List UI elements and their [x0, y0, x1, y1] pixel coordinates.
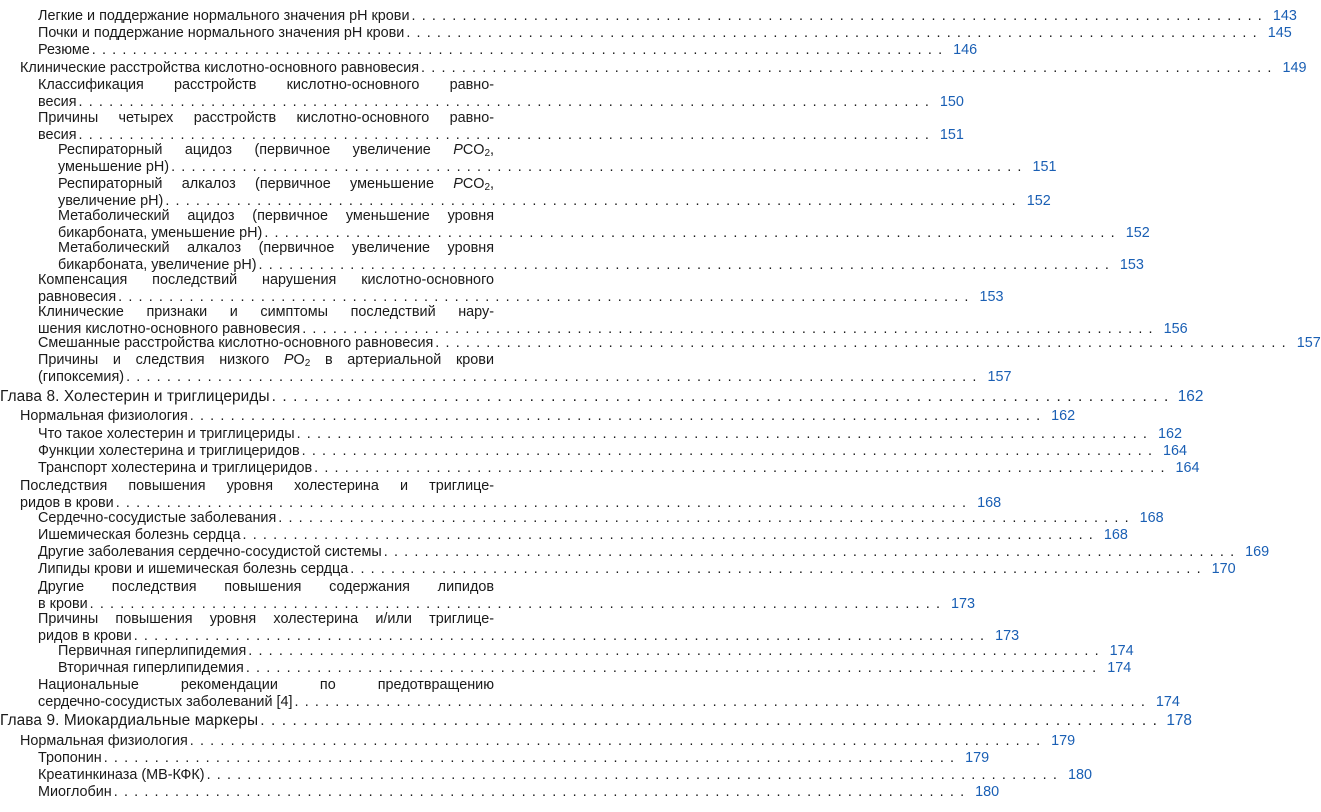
dot-leader: [169, 159, 1024, 176]
toc-page-number[interactable]: 174: [1107, 660, 1132, 676]
toc-entry-title: Транспорт холестерина и триглицеридов: [38, 460, 313, 476]
toc-entry-title: Смешанные расстройства кислотно-основного равновесия: [38, 335, 434, 351]
toc-entry-line: [38, 93, 964, 111]
toc-entry-title: Глава 9. Миокардиальные маркеры: [0, 712, 259, 729]
toc-entry-title: (гипоксемия): [38, 368, 125, 385]
toc-page-number[interactable]: 152: [1125, 224, 1150, 241]
toc-entry-line: [38, 443, 1188, 460]
dot-leader: [257, 257, 1112, 274]
toc-entry-title: Клинические расстройства кислотно-основного равновесия: [20, 60, 420, 76]
toc-page-number[interactable]: 162: [1177, 388, 1204, 405]
toc-entry-line: [58, 660, 1132, 677]
toc-page-number[interactable]: 170: [1211, 561, 1236, 577]
toc-entry-title: Почки и поддержание нормального значения pH крови: [38, 25, 405, 41]
toc-entry-line: Причины и следствия низкого $PO_2$ в артериальной крови: [38, 352, 494, 369]
toc-entry-line: [58, 192, 1051, 210]
toc-entry-title: Что такое холестерин и триглицериды: [38, 426, 295, 442]
toc-page-number[interactable]: 156: [1163, 320, 1188, 337]
dot-leader: [295, 426, 1150, 443]
toc-entry-title: увеличение pH): [58, 192, 164, 209]
toc-entry-title: Миоглобин: [38, 784, 112, 800]
toc-entry-title: шения кислотно-основного равновесия: [38, 320, 301, 337]
toc-entry-title: сердечно-сосудистых заболеваний [4]: [38, 693, 293, 710]
dot-leader: [124, 369, 979, 386]
toc-page-number[interactable]: 153: [979, 288, 1004, 305]
dot-leader: [77, 127, 932, 144]
dot-leader: [102, 750, 957, 767]
toc-entry-title: Ишемическая болезнь сердца: [38, 527, 241, 543]
toc-entry-line: Клинические признаки и симптомы последствий нару-: [38, 304, 494, 320]
toc-entry-title: Вторичная гиперлипидемия: [58, 660, 244, 676]
toc-entry-line: [38, 784, 1000, 801]
toc-page-number[interactable]: 157: [1296, 335, 1321, 351]
toc-entry-line: [38, 126, 964, 144]
dot-leader: [258, 713, 1160, 730]
dot-leader: [404, 25, 1259, 42]
toc-entry-line: Классификация расстройств кислотно-основного равно-: [38, 77, 494, 93]
dot-leader: [382, 544, 1237, 561]
toc-entry-line: Национальные рекомендации по предотвращению: [38, 677, 494, 693]
dot-leader: [276, 510, 1131, 527]
toc-entry-line: [20, 408, 1076, 425]
dot-leader: [244, 660, 1099, 677]
toc-entry-line: [38, 693, 1180, 711]
toc-entry-line: [20, 733, 1076, 750]
toc-entry-title: Тропонин: [38, 750, 102, 766]
dot-leader: [300, 443, 1155, 460]
dot-leader: [163, 193, 1018, 210]
toc-entry-line: Причины четырех расстройств кислотно-основного равно-: [38, 110, 494, 126]
dot-leader: [312, 460, 1167, 477]
toc-entry-line: Последствия повышения уровня холестерина и триглице-: [20, 478, 494, 494]
toc-page-number[interactable]: 168: [1139, 510, 1164, 526]
toc-entry-line: [38, 8, 1297, 25]
toc-page-number[interactable]: 151: [939, 126, 964, 143]
toc-page-number[interactable]: 179: [965, 750, 990, 766]
toc-entry-title: Функции холестерина и триглицеридов: [38, 443, 300, 459]
dot-leader: [270, 389, 1172, 406]
toc-entry-title: Другие заболевания сердечно-сосудистой системы: [38, 544, 382, 560]
dot-leader: [132, 628, 987, 645]
toc-page-number[interactable]: 178: [1166, 712, 1192, 729]
dot-leader: [419, 60, 1274, 77]
toc-entry-line: [58, 158, 1057, 176]
toc-page-number[interactable]: 149: [1282, 60, 1307, 76]
dot-leader: [293, 694, 1148, 711]
toc-page-number[interactable]: 179: [1051, 733, 1076, 749]
toc-page-number[interactable]: 173: [995, 627, 1020, 644]
toc-page-number[interactable]: 180: [975, 784, 1000, 800]
dot-leader: [112, 784, 967, 801]
toc-page-number[interactable]: 143: [1272, 8, 1297, 24]
toc-page-number[interactable]: 145: [1267, 25, 1292, 41]
toc-entry-title: уменьшение pH): [58, 158, 170, 175]
toc-entry-title: Резюме: [38, 42, 90, 58]
dot-leader: [246, 643, 1101, 660]
toc-entry-line: Метаболический ацидоз (первичное уменьшение уровня: [58, 208, 494, 224]
toc-entry-line: [38, 335, 1321, 352]
toc-entry-line: Метаболический алкалоз (первичное увеличение уровня: [58, 240, 494, 256]
toc-page-number[interactable]: 162: [1157, 426, 1182, 442]
toc-entry-title: равновесия: [38, 288, 117, 305]
dot-leader: [116, 289, 971, 306]
toc-entry-line: [38, 750, 990, 767]
toc-entry-line: [38, 527, 1128, 544]
toc-entry-line: [38, 460, 1200, 477]
dot-leader: [433, 335, 1288, 352]
toc-entry-line: [38, 25, 1292, 42]
toc-entry-line: [38, 426, 1182, 443]
toc-entry-title: Нормальная физиология: [20, 408, 188, 424]
toc-entry-line: [38, 368, 1012, 386]
toc-entry-line: [58, 224, 1150, 242]
toc-entry-line: [38, 288, 1004, 306]
toc-entry-line: Другие последствия повышения содержания липидов: [38, 579, 494, 595]
dot-leader: [241, 527, 1096, 544]
toc-entry-line: [38, 595, 976, 613]
toc-page-number[interactable]: 164: [1163, 443, 1188, 459]
toc-entry-line: [38, 42, 978, 59]
toc-entry-title: Глава 8. Холестерин и триглицериды: [0, 388, 270, 405]
toc-page-number[interactable]: 180: [1067, 767, 1092, 783]
toc-entry-line: [38, 627, 1020, 645]
dot-leader: [188, 408, 1043, 425]
toc-page-number[interactable]: 174: [1155, 693, 1180, 710]
toc-entry-line: Респираторный ацидоз (первичное увеличение $PCO_2$,: [58, 142, 494, 159]
dot-leader: [410, 8, 1265, 25]
toc-entry-line: Респираторный алкалоз (первичное уменьшение $PCO_2$,: [58, 176, 494, 193]
toc-entry-line: [38, 767, 1092, 784]
toc-page-number[interactable]: 153: [1119, 256, 1144, 273]
toc-page-number[interactable]: 157: [987, 368, 1012, 385]
toc-entry-line: [58, 643, 1134, 660]
toc-entry-line: [38, 561, 1236, 578]
toc-entry-title: Креатинкиназа (МВ-КФК): [38, 767, 205, 783]
toc-entry-title: весия: [38, 93, 77, 110]
dot-leader: [262, 225, 1117, 242]
toc-entry-line: [58, 256, 1144, 274]
toc-entry-title: бикарбоната, увеличение pH): [58, 256, 257, 273]
toc-entry-title: Нормальная физиология: [20, 733, 188, 749]
toc-page-number[interactable]: 173: [951, 595, 976, 612]
dot-leader: [90, 42, 945, 59]
toc-page-number[interactable]: 152: [1026, 192, 1051, 209]
toc-entry-title: весия: [38, 126, 77, 143]
toc-page-number[interactable]: 168: [977, 494, 1002, 511]
toc-entry-title: Легкие и поддержание нормального значения pH крови: [38, 8, 410, 24]
toc-page-number[interactable]: 169: [1245, 544, 1270, 560]
toc-page-number[interactable]: 151: [1032, 158, 1057, 175]
dot-leader: [114, 495, 969, 512]
dot-leader: [188, 733, 1043, 750]
toc-entry-line: [20, 494, 1002, 512]
toc-page-number[interactable]: 150: [939, 93, 964, 110]
toc-entry-line: [38, 544, 1270, 561]
toc-entry-line: [20, 60, 1307, 77]
toc-entry-line: [0, 388, 1204, 406]
toc-entry-title: ридов в крови: [38, 627, 132, 644]
toc-page-number[interactable]: 162: [1051, 408, 1076, 424]
toc-entry-line: Компенсация последствий нарушения кислотно-основного: [38, 272, 494, 288]
toc-entry-title: в крови: [38, 595, 88, 612]
toc-page-number[interactable]: 164: [1175, 460, 1200, 476]
toc-entry-title: ридов в крови: [20, 494, 114, 511]
dot-leader: [88, 596, 943, 613]
toc-entry-title: Сердечно-сосудистые заболевания: [38, 510, 277, 526]
toc-page-number[interactable]: 174: [1109, 643, 1134, 659]
toc-entry-title: Липиды крови и ишемическая болезнь сердца: [38, 561, 349, 577]
toc-entry-line: [0, 712, 1192, 730]
toc-entry-line: [38, 510, 1164, 527]
toc-page-number[interactable]: 168: [1103, 527, 1128, 543]
toc-page-number[interactable]: 146: [953, 42, 978, 58]
dot-leader: [348, 561, 1203, 578]
toc-entry-title: Первичная гиперлипидемия: [58, 643, 247, 659]
toc-entry-title: бикарбоната, уменьшение pH): [58, 224, 263, 241]
dot-leader: [77, 94, 932, 111]
dot-leader: [205, 767, 1060, 784]
toc-entry-line: Причины повышения уровня холестерина и/или триглице-: [38, 611, 494, 627]
